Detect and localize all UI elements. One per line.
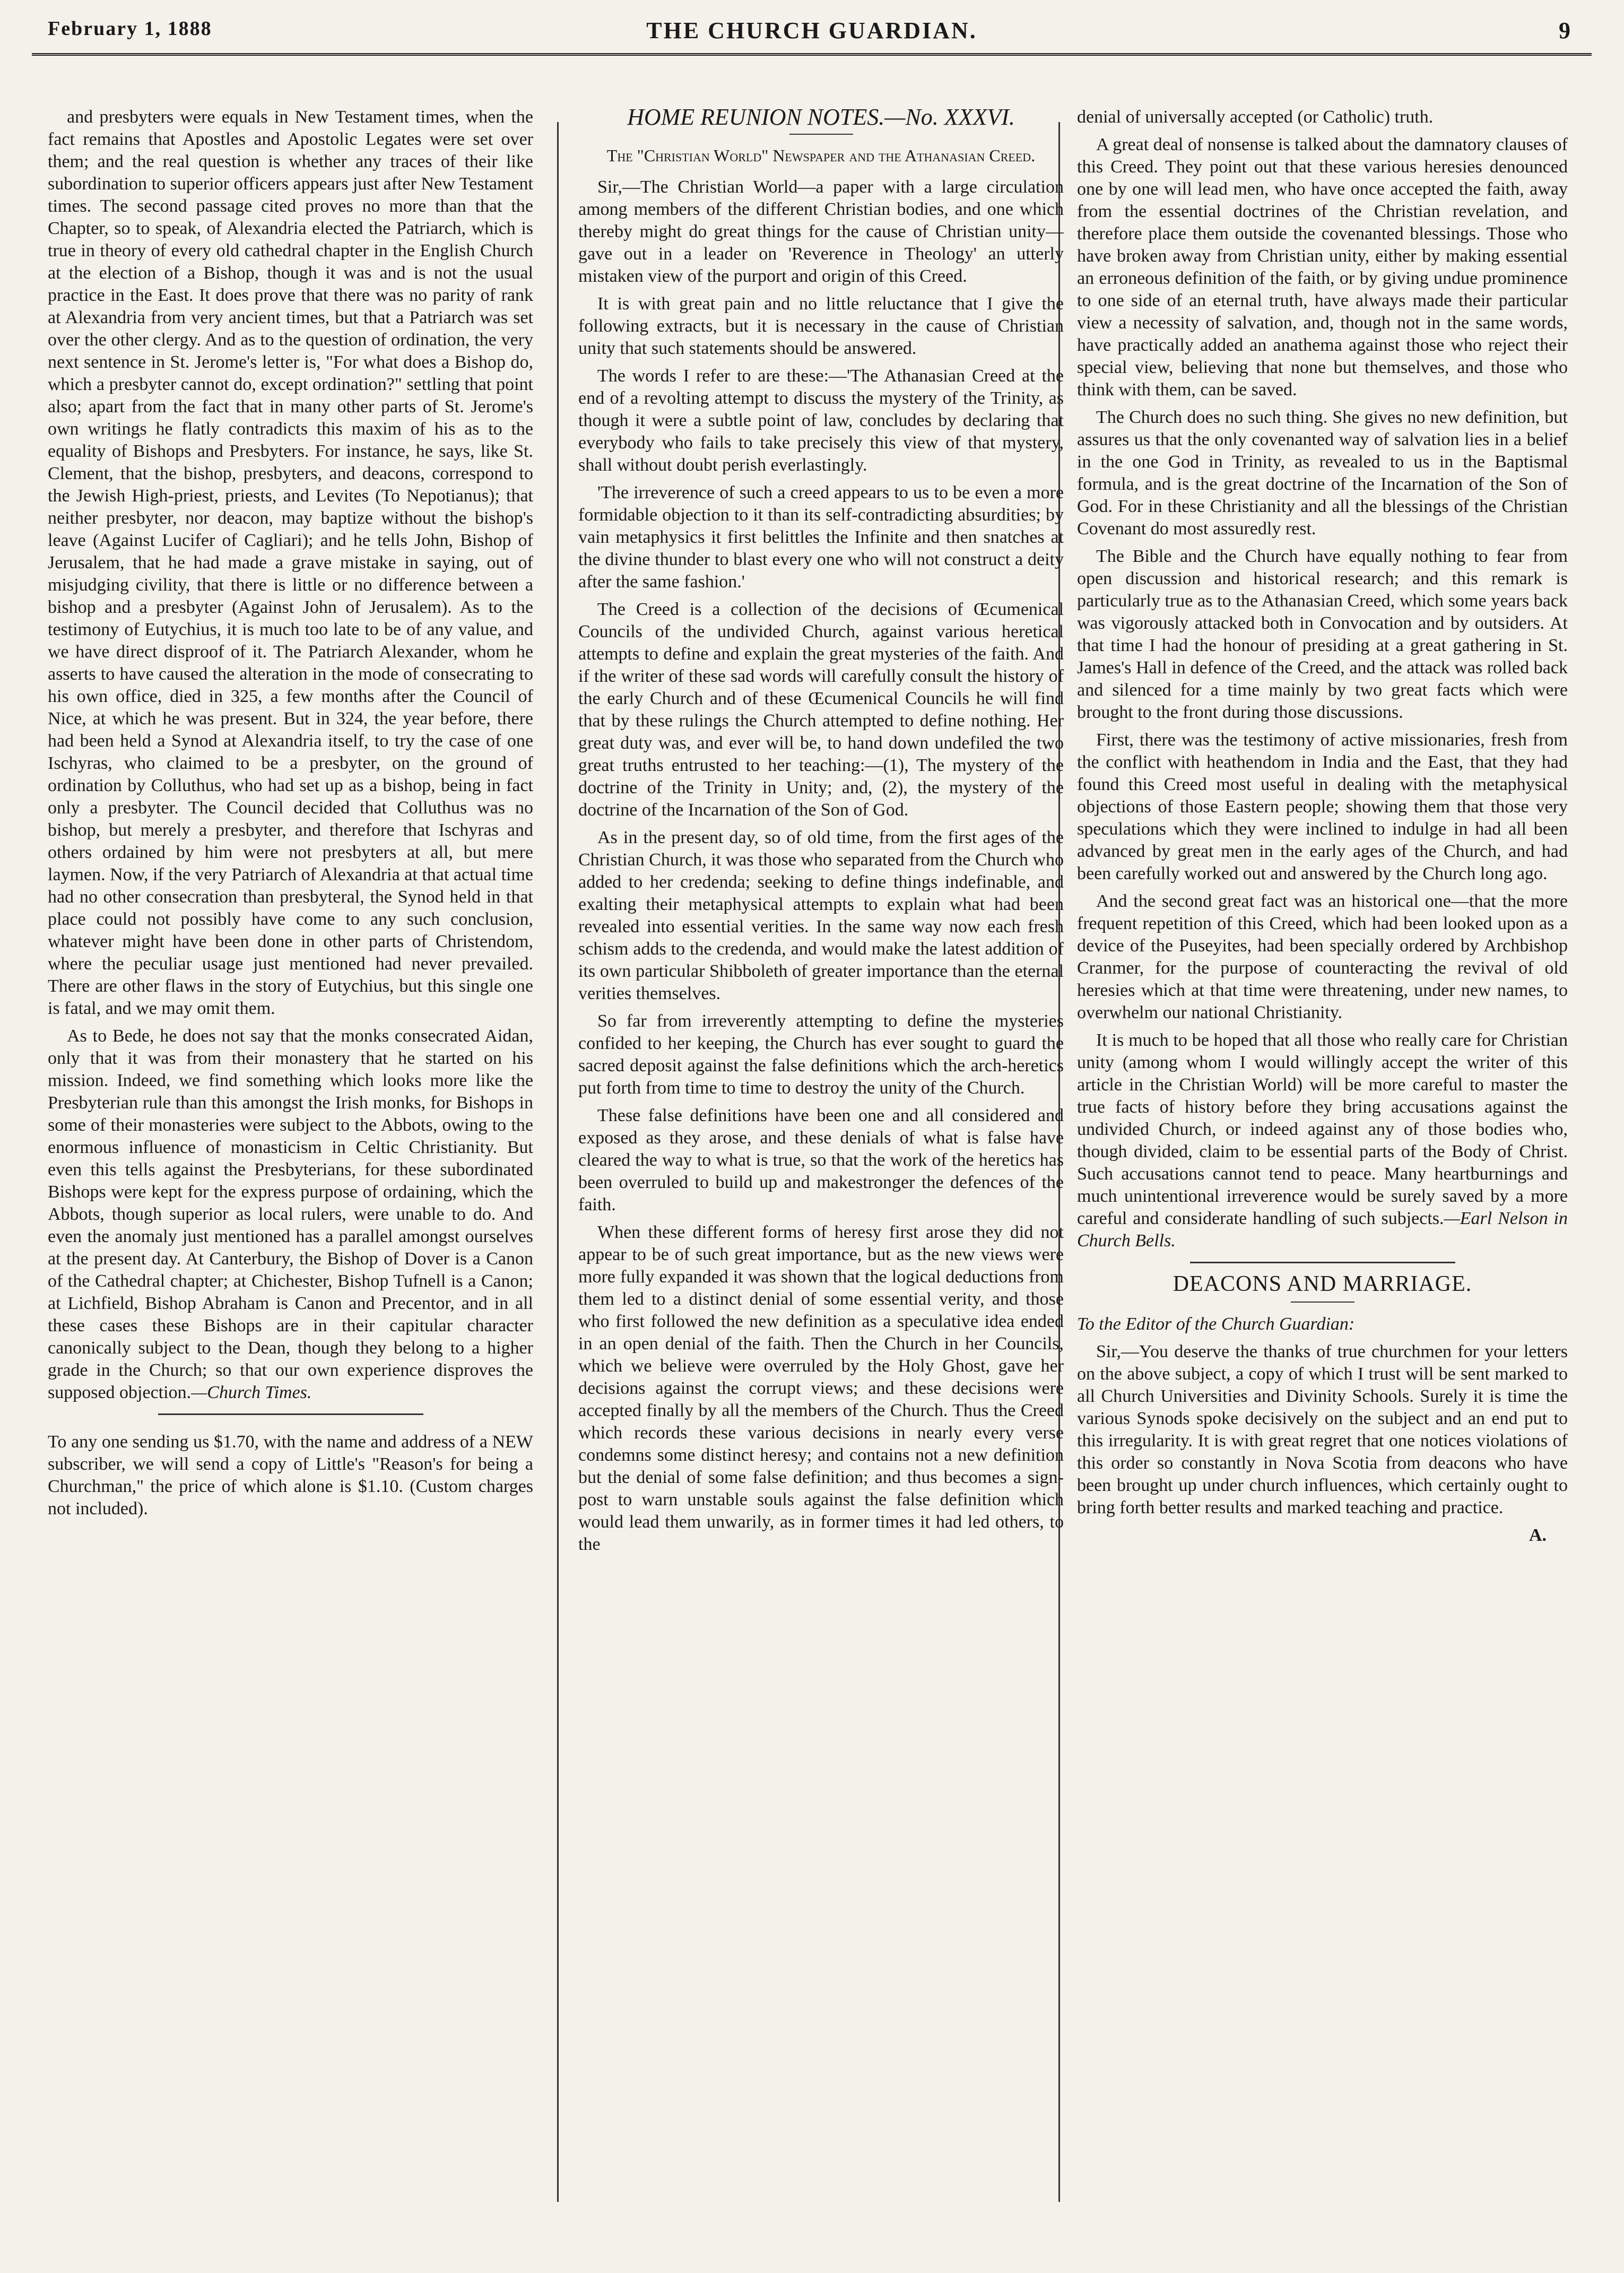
newspaper-title: THE CHURCH GUARDIAN. <box>646 18 977 44</box>
section-heading: HOME REUNION NOTES.—No. XXXVI. <box>627 106 1015 130</box>
article-paragraph: The Creed is a collection of the decisions of Œcumenical Councils of the undivided Church, against various heretical attempts to define and explain the great mysteries of the faith. And if the writer of these sad words will carefully consult the history of the early Church and of these Œcumenical Councils he will find that by these rulings the Church attempted to define nothing. Her great duty was, and ever will be, to hand down undefiled the two great truths entrusted to her teaching:—(1), The mystery of the doctrine of the Trinity in Unity; and, (2), the mystery of the doctrine of the Incarnation of the Son of God. <box>578 600 1064 820</box>
article-paragraph: The words I refer to are these:—'The Athanasian Creed at the end of a revolting attempt to discuss the mystery of the Trinity, as though it were a subtle point of law, concludes by declaring that everybody who fails to take precisely this view of that mystery, shall without doubt perish everlastingly. <box>578 366 1064 475</box>
column-divider <box>557 122 559 2202</box>
divider <box>789 134 853 135</box>
article-subheading: The "Christian World" Newspaper and the Athanasian Creed. <box>606 146 1036 165</box>
article-paragraph: And the second great fact was an historical one—that the more frequent repetition of this Creed, which had been looked upon as a device of the Puseyites, had been specially ordered by Archbishop Cranmer, for the purpose of counteracting the revival of old heresies which at that time were threatening, under new names, to overwhelm our national Christianity. <box>1077 891 1568 1022</box>
subscription-notice: To any one sending us $1.70, with the name and address of a NEW subscriber, we will send a copy of Little's "Reason's for being a Churchman," the price of which alone is $1.10. (Custom charges not included). <box>48 1432 533 1519</box>
article-paragraph: A great deal of nonsense is talked about the damnatory clauses of this Creed. They point out that these various heresies denounced one by one will lead men, who have once accepted the faith, away from the essential doctrines of the Christian revelation, and therefore place them outside the covenanted blessings. Those who have broken away from Christian unity, either by making essential an erroneous definition of the faith, or by giving undue prominence to one side of an eternal truth, have always made their particular view a necessity of salvation, and, though not in the same words, have practically added an anathema against those who reject their special view, believing that none but themselves, and those who think with them, can be saved. <box>1077 135 1568 400</box>
divider <box>1291 1302 1354 1303</box>
article-paragraph: Sir,—The Christian World—a paper with a large circulation among members of the different Christian bodies, and one which thereby might do great things for the cause of Christian unity—gave out in a leader on 'Reverence in Theology' an utterly mistaken view of the purport and origin of this Creed. <box>578 177 1064 286</box>
letter-body: Sir,—You deserve the thanks of true churchmen for your letters on the above subject, a copy of which I trust will be sent marked to all Church Universities and Divinity Schools. Surely it is time the various Synods spoke decisively on the subject and an end put to this irregularity. It is with great regret that one notices violations of this order so constantly in Nova Scotia from deacons who have been brought up under church influences, which certainly ought to bring forth better results and marked teaching and practice. <box>1077 1342 1568 1517</box>
masthead <box>32 11 1592 56</box>
source-credit: —Earl Nelson in Church Bells. <box>1077 1209 1568 1251</box>
article-paragraph: When these different forms of heresy first arose they did not appear to be of such great importance, but as the new views were more fully expanded it was shown that the logical deductions from them led to a distinct denial of some essential verity, and those who first followed the new definition as a speculative idea ended in an open denial of the faith. Then the Church in her Councils, which we believe were overruled by the Holy Ghost, gave her decisions against the corrupt views; and these decisions were accepted finally by all the members of the Church. Thus the Creed which records these various decisions in nearly every verse condemns some distinct heresy; and contains not a new definition but the denial of some false definition; and thus becomes a sign-post to warn unstable souls against the false definition which would lead them unwarily, as in former times it had led others, to the <box>578 1222 1064 1554</box>
letter-signature: A. <box>1529 1525 1547 1545</box>
paragraph-text: As to Bede, he does not say that the monks consecrated Aidan, only that it was from their monastery that he started on his mission. Indeed, we find something which looks more like the Presbyterian rule than this amongst the Irish monks, for Bishops in some of their monasteries were subject to the Abbots, owing to the enormous influence of monasticism in Celtic Christianity. But even this tells against the Presbyterians, for these subordinated Bishops were kept for the express purpose of ordaining, which the Abbots, though superior as local rulers, were unable to do. And even the anomaly just mentioned has a parallel amongst ourselves at the present day. At Canterbury, the Bishop of Dover is a Canon of the Cathedral chapter; at Chichester, Bishop Tufnell is a Canon; at Lichfield, Bishop Abraham is Canon and Precentor, and in all these cases these Bishops are in their capitular character canonically subject to the Dean, though they belong to a higher grade in the Church; so that our own experience disproves the supposed objection. <box>48 1026 533 1402</box>
article-paragraph: and presbyters were equals in New Testament times, when the fact remains that Apostles and Apostolic Legates were set over them; and the real question is whether any traces of their like subordination to superior officers appears just after New Testament times. The second passage cited proves no more than that the Chapter, so to speak, of Alexandria elected the Patriarch, which is true in theory of every old cathedral chapter in the English Church at the election of a Bishop, though it was and is not the usual practice in the East. It does prove that there was no parity of rank at Alexandria from very ancient times, but that a Patriarch was set over the other clergy. And as to the question of ordination, the very next sentence in St. Jerome's letter is, "For what does a Bishop do, which a presbyter cannot do, except ordination?" settling that point also; apart from the fact that in many other parts of St. Jerome's own writings he flatly contradicts this maxim of his as to the equality of Bishops and Presbyters. For instance, he says, like St. Clement, that the bishop, presbyters, and deacons, correspond to the Jewish High-priest, priests, and Levites (To Nepotianus); that neither presbyter, nor deacon, may baptize without the bishop's leave (Against Lucifer of Cagliari); and he tells John, Bishop of Jerusalem, that he had made a grave mistake in saying, out of misjudging civility, that there is little or no difference between a bishop and a presbyter (Against John of Jerusalem). As to the testimony of Eutychius, it is much too late to be of any value, and we have direct disproof of it. The Patriarch Alexander, whom he asserts to have caused the alteration in the mode of consecrating to his own office, died in 325, a few months after the Council of Nice, at which he was present. But in 324, the year before, there had been held a Synod at Alexandria itself, to try the case of one Ischyras, who claimed to be a presbyter, on the ground of ordination by Colluthus, who had set up as a bishop, being in fact only a presbyter. The Council decided that Colluthus was no bishop, but merely a presbyter, and therefore that Ischyras and others ordained by him were not presbyters at all, but mere laymen. Now, if the very Patriarch of Alexandria at that actual time had no other consecration than presbyteral, the Synod held in that place could not possibly have come to any such conclusion, whatever might have been done in other parts of Christendom, where the peculiar usage just mentioned had never prevailed. There are other flaws in the story of Eutychius, but this single one is fatal, and we may omit them. <box>48 107 533 1018</box>
column-3 <box>1077 106 1568 2228</box>
source-credit: —Church Times. <box>191 1383 312 1402</box>
article-paragraph: It is with great pain and no little reluctance that I give the following extracts, but it is necessary in the cause of Christian unity that such statements should be answered. <box>578 294 1064 358</box>
article-paragraph: The Church does no such thing. She gives no new definition, but assures us that the only covenanted way of salvation lies in a belief in the one God in Trinity, as revealed to us in the Baptismal formula, and is the great doctrine of the Incarnation of the Son of God. For in these Christianity and all the blessings of the Christian Covenant do most assuredly rest. <box>1077 407 1568 539</box>
issue-date: February 1, 1888 <box>48 18 212 40</box>
column-1 <box>48 106 533 2228</box>
column-2 <box>578 106 1064 2228</box>
article-paragraph <box>1077 1029 1568 1252</box>
article-paragraph: So far from irreverently attempting to define the mysteries confided to her keeping, the Church has ever sought to guard the sacred deposit against the false definitions which the arch-heretics put forth from time to time to destroy the unity of the Church. <box>578 1011 1064 1098</box>
article-paragraph: denial of universally accepted (or Catholic) truth. <box>1077 107 1434 127</box>
section-heading: DEACONS AND MARRIAGE. <box>1173 1272 1472 1296</box>
divider <box>1190 1262 1455 1263</box>
paragraph-text: It is much to be hoped that all those who really care for Christian unity (among whom I would willingly accept the writer of this article in the Christian World) will be more careful to master the true facts of history before they bring accusations against the undivided Church, or indeed against any of those bodies who, though divided, claim to be essential parts of the Body of Christ. Such accusations cannot tend to peace. Many heartburnings and much unintentional irreverence would be surely saved by a more careful and considerate handling of such subjects. <box>1077 1030 1568 1228</box>
article-paragraph: First, there was the testimony of active missionaries, fresh from the conflict with heathendom in India and the East, that they had found this Creed most useful in dealing with the metaphysical objections of those Eastern people; showing them that those very speculations which they were inclined to indulge in had all been advanced by great men in the early ages of the Church, and had been carefully worked out and answered by the Church long ago. <box>1077 730 1568 883</box>
divider <box>158 1413 423 1415</box>
article-paragraph: These false definitions have been one and all considered and exposed as they arose, and these denials of what is false have cleared the way to what is true, so that the work of the heretics has been overruled to build up and makestronger the defences of the faith. <box>578 1106 1064 1214</box>
letter-salutation: To the Editor of the Church Guardian: <box>1077 1314 1355 1334</box>
article-paragraph: The Bible and the Church have equally nothing to fear from open discussion and historical research; and this remark is particularly true as to the Athanasian Creed, which some years back was vigorously attacked both in Convocation and by outsiders. At that time I had the honour of presiding at a great gathering in St. James's Hall in defence of the Creed, and the attack was rolled back and silenced for a time mainly by two great facts which were brought to the front during those discussions. <box>1077 546 1568 722</box>
article-paragraph: 'The irreverence of such a creed appears to us to be even a more formidable objection to it than its self-contradicting absurdities; by vain metaphysics it first belittles the Infinite and then snatches at the divine thunder to blast every one who will not construct a deity after the same fashion.' <box>578 483 1064 592</box>
article-paragraph <box>48 1025 533 1404</box>
article-paragraph: As in the present day, so of old time, from the first ages of the Christian Church, it was those who separated from the Church who added to her credenda; seeking to define things indefinable, and exalting their metaphysical attempts to explain what had been revealed into essential verities. In the same way now each fresh schism adds to the credenda, and would make the latest addition of its own particular Shibboleth of greater importance than the eternal verities themselves. <box>578 828 1064 1003</box>
page-number: 9 <box>1559 18 1570 44</box>
